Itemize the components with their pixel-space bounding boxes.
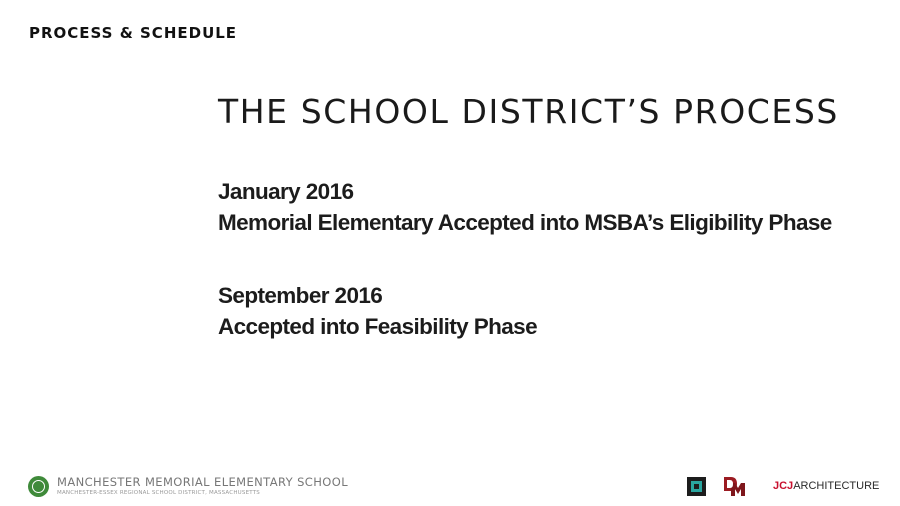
jcj-architecture-logo: [773, 480, 879, 492]
school-district: MANCHESTER-ESSEX REGIONAL SCHOOL DISTRICT, MASSACHUSETTS: [57, 490, 260, 496]
milestone-description: Accepted into Feasibility Phase: [218, 314, 537, 339]
dm-monogram-logo-icon: [722, 475, 746, 497]
slide-title: THE SCHOOL DISTRICT’S PROCESS: [218, 92, 839, 131]
milestone-date: January 2016: [218, 179, 354, 204]
school-name: MANCHESTER MEMORIAL ELEMENTARY SCHOOL: [57, 475, 348, 489]
square-logo-icon: [687, 477, 706, 496]
jcj-wordmark: ARCHITECTURE: [793, 480, 880, 492]
section-label: PROCESS & SCHEDULE: [29, 24, 238, 42]
milestone-item: [218, 176, 888, 238]
footer-school-branding: [28, 476, 348, 497]
school-seal-icon: [28, 476, 49, 497]
milestone-list: [218, 176, 888, 384]
jcj-mark: JCJ: [773, 480, 794, 492]
milestone-item: [218, 280, 888, 342]
milestone-date: September 2016: [218, 283, 383, 308]
milestone-description: Memorial Elementary Accepted into MSBA’s Eligibility Phase: [218, 210, 832, 235]
